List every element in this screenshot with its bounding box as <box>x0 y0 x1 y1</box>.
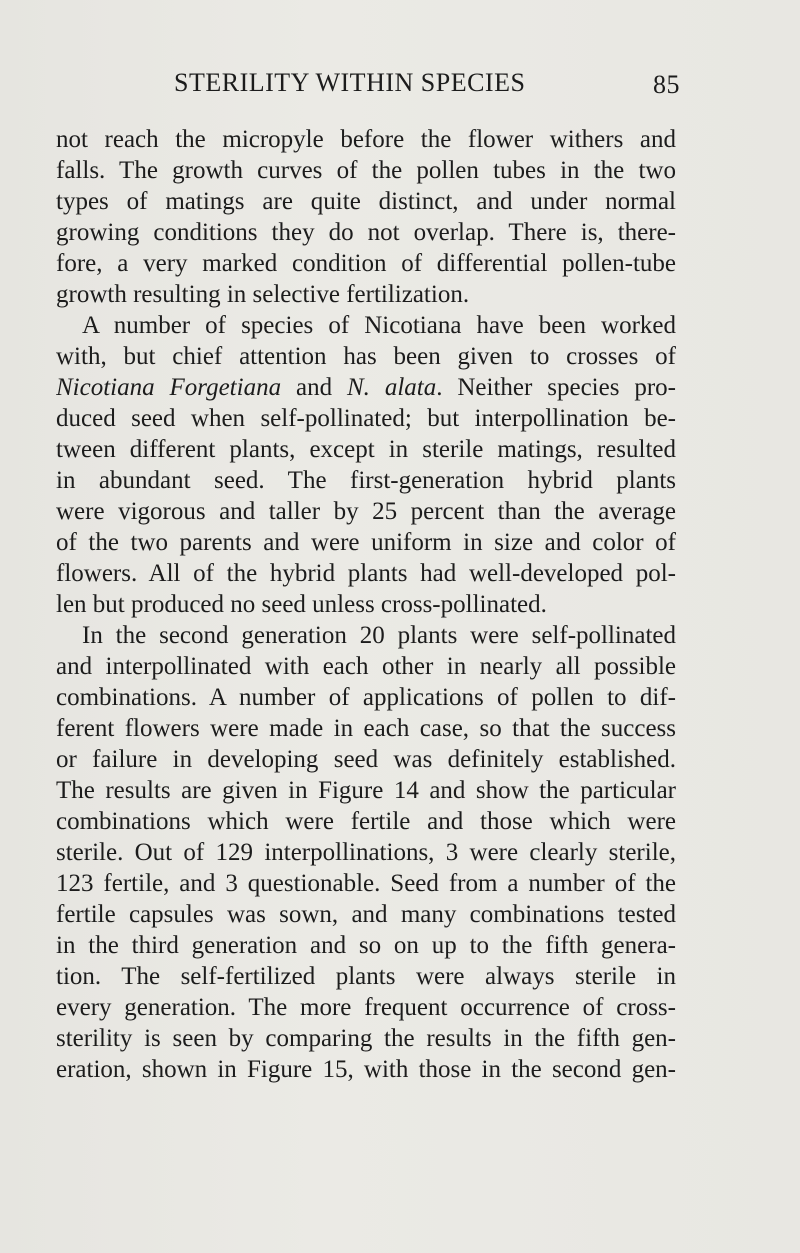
text-line: combinations which were fertile and those which were <box>56 808 676 835</box>
text-line: or failure in developing seed was definitely established. <box>56 746 676 773</box>
text-line: duced seed when self-pollinated; but interpollination be- <box>56 405 676 432</box>
text-line: in the third generation and so on up to the fifth genera- <box>56 932 676 959</box>
text-line: and interpollinated with each other in nearly all possible <box>56 653 676 680</box>
text-line: sterility is seen by comparing the results in the fifth gen- <box>56 1025 676 1052</box>
text-line: fertile capsules was sown, and many combinations tested <box>56 901 676 928</box>
page-number: 85 <box>653 70 680 99</box>
paragraph-end-line: len but produced no seed unless cross-pollinated. <box>56 591 547 618</box>
text-line: of the two parents and were uniform in size and color of <box>56 529 676 556</box>
body-text <box>56 124 676 1085</box>
text-line: were vigorous and taller by 25 percent than the average <box>56 498 676 525</box>
italic-species: N. alata <box>346 374 437 401</box>
text-line: tion. The self-fertilized plants were always sterile in <box>56 963 676 990</box>
text-line: 123 fertile, and 3 questionable. Seed from a number of the <box>56 870 676 897</box>
text-run: and <box>281 374 347 401</box>
text-line: in abundant seed. The first-generation hybrid plants <box>56 467 676 494</box>
text-line: falls. The growth curves of the pollen tubes in the two <box>56 157 676 184</box>
text-line: eration, shown in Figure 15, with those in the second gen- <box>56 1056 676 1083</box>
running-head-title: STERILITY WITHIN SPECIES <box>174 68 526 97</box>
italic-binomial: Nicotiana Forgetiana <box>56 374 282 401</box>
paragraph-start-line: In the second generation 20 plants were self-pollinated <box>82 622 676 649</box>
text-run: . Neither species pro- <box>436 374 676 401</box>
running-head <box>174 68 684 104</box>
text-line: flowers. All of the hybrid plants had well-developed pol- <box>56 560 676 587</box>
text-line: types of matings are quite distinct, and under normal <box>56 188 676 215</box>
text-line: with, but chief attention has been given to crosses of <box>56 343 676 370</box>
text-line: combinations. A number of applications of pollen to dif- <box>56 684 676 711</box>
text-line: not reach the micropyle before the flower withers and <box>56 126 676 153</box>
text-line: sterile. Out of 129 interpollinations, 3 were clearly sterile, <box>56 839 676 866</box>
text-line: tween different plants, except in sterile matings, resulted <box>56 436 676 463</box>
text-line: every generation. The more frequent occurrence of cross- <box>56 994 676 1021</box>
text-line: The results are given in Figure 14 and show the particular <box>56 777 676 804</box>
paragraph-start-line: A number of species of Nicotiana have been worked <box>82 312 676 339</box>
text-line: ferent flowers were made in each case, so that the success <box>56 715 676 742</box>
paragraph-end-line: growth resulting in selective fertilization. <box>56 281 470 308</box>
text-line: growing conditions they do not overlap. There is, there- <box>56 219 676 246</box>
text-line-with-italics <box>56 372 676 403</box>
text-line: fore, a very marked condition of differential pollen-tube <box>56 250 676 277</box>
